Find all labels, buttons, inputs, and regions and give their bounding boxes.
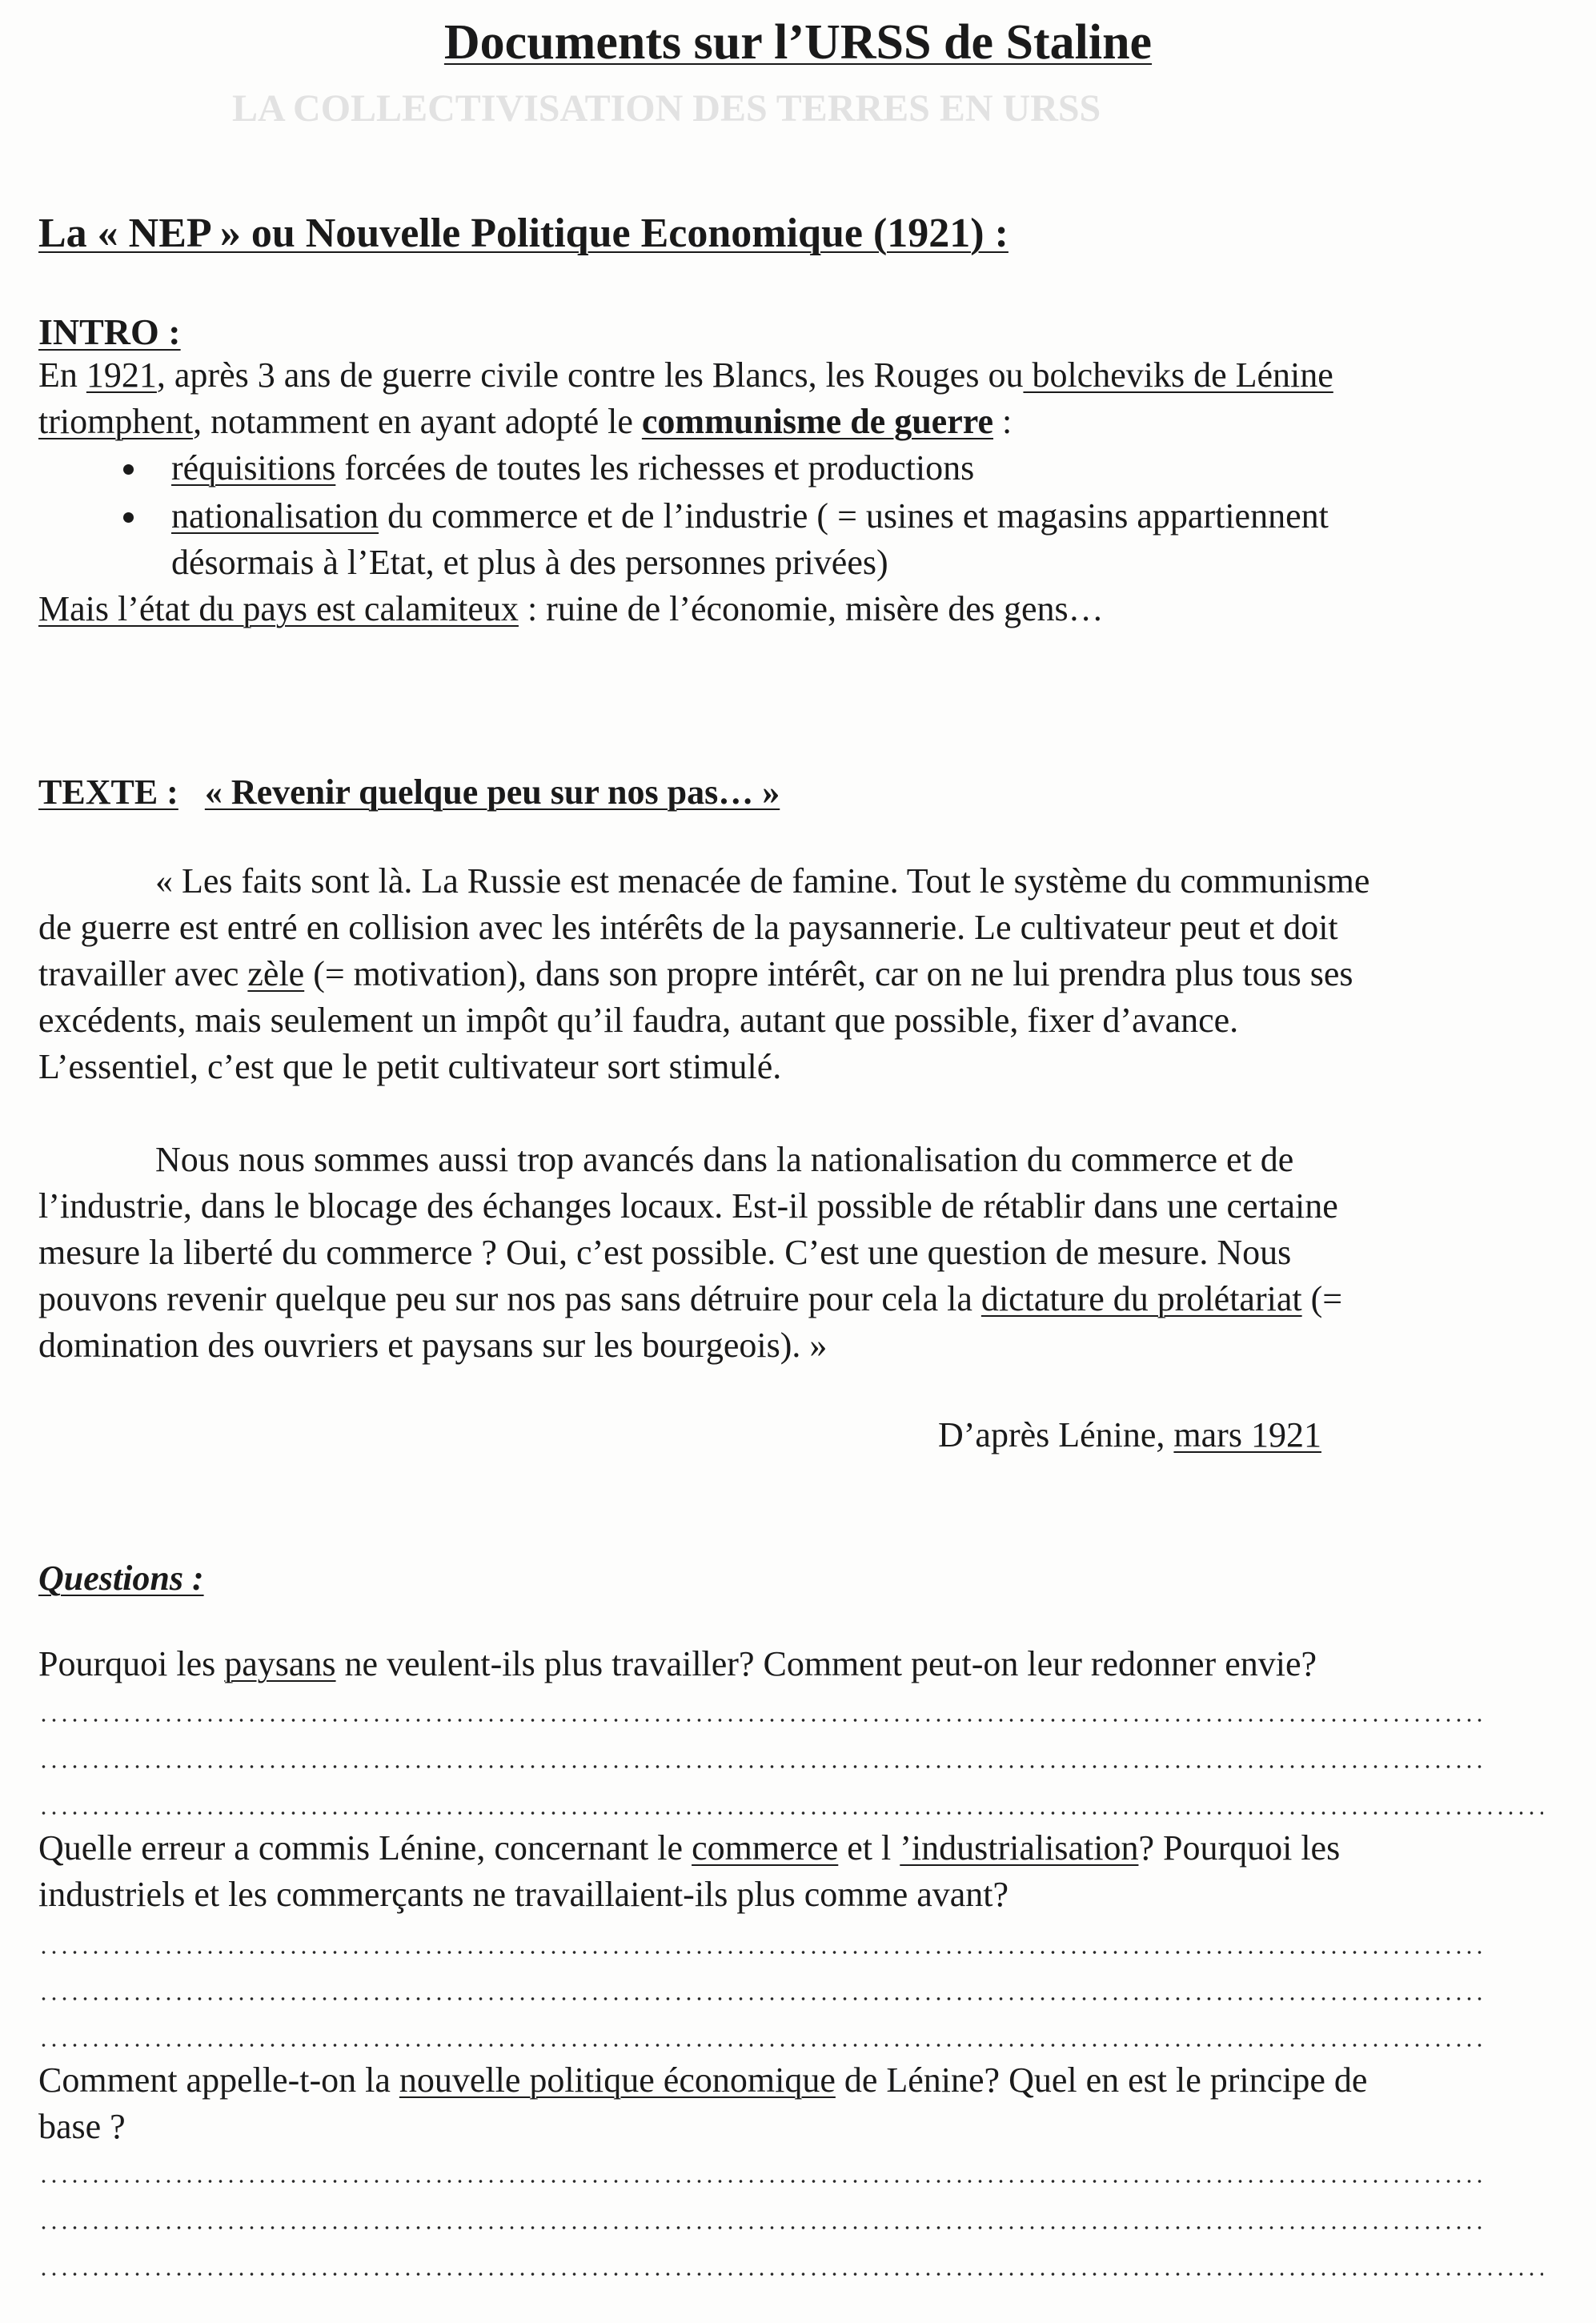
intro-line-2 [38,399,1012,445]
intro-communisme-de-guerre: communisme de guerre [641,402,994,441]
intro-triomphent: triomphent [38,402,194,441]
quote-source [938,1412,1321,1458]
intro-closing-line [38,586,1104,632]
question-text: Pourquoi les [38,1644,225,1683]
answer-line[interactable] [38,2225,1484,2230]
question-keyword: ’industrialisation [900,1828,1139,1868]
quote-text: (= motivation), dans son propre intérêt, car on ne lui prendra plus tous ses [304,954,1353,993]
source-text: D’après Lénine, [938,1415,1174,1454]
question-2-line-2: industriels et les commerçants ne travaillaient-ils plus comme avant? [38,1875,1009,1914]
answer-line[interactable] [38,2043,1484,2048]
question-keyword: nouvelle politique économique [399,2060,836,2100]
answer-line[interactable] [38,2179,1484,2184]
answer-line[interactable] [38,2272,1543,2277]
question-text: Quelle erreur a commis Lénine, concernant le [38,1828,692,1868]
bullet-dot [123,464,134,475]
texte-title: « Revenir quelque peu sur nos pas… » [204,772,780,812]
intro-text: En [38,355,86,395]
bullet-keyword: réquisitions [171,448,336,487]
intro-text: : ruine de l’économie, misère des gens… [518,589,1104,628]
intro-calamiteux: Mais l’état du pays est calamiteux [38,589,519,628]
quote-p2-line-1: Nous nous sommes aussi trop avancés dans la nationalisation du commerce et de [155,1140,1294,1179]
question-text: de Lénine? Quel en est le principe de [835,2060,1368,2100]
question-text: et l [838,1828,900,1868]
answer-line[interactable] [38,1950,1484,1955]
texte-heading [38,772,780,812]
quote-text: (= [1301,1279,1343,1318]
intro-text: , après 3 ans de guerre civile contre les Blancs, les Rouges ou [156,355,1024,395]
quote-p2-line-3: mesure la liberté du commerce ? Oui, c’est possible. C’est une question de mesure. Nous [38,1233,1292,1272]
bullet-text: du commerce et de l’industrie ( = usines et magasins appartiennent [379,496,1329,536]
answer-line[interactable] [38,1718,1484,1723]
quote-p1-line-5: L’essentiel, c’est que le petit cultivateur sort stimulé. [38,1047,782,1086]
bullet-keyword: nationalisation [171,496,379,536]
question-keyword: commerce [692,1828,839,1868]
quote-p2-line-4 [38,1276,1342,1322]
intro-bolcheviks: bolcheviks de Lénine [1023,355,1333,395]
answer-line[interactable] [38,1764,1484,1769]
quote-zele: zèle [247,954,305,993]
quote-p1-line-4: excédents, mais seulement un impôt qu’il faudra, autant que possible, fixer d’avance. [38,1001,1239,1040]
bullet-dot [123,512,134,523]
quote-text: travailler avec [38,954,248,993]
bullet-text: forcées de toutes les richesses et productions [335,448,975,487]
intro-label: INTRO : [38,311,181,352]
quote-p2-line-5: domination des ouvriers et paysans sur les bourgeois). » [38,1326,828,1365]
quote-p1-line-1: « Les faits sont là. La Russie est menacée de famine. Tout le système du communisme [155,861,1370,901]
question-text: ne veulent-ils plus travailler? Comment peut-on leur redonner envie? [335,1644,1317,1683]
intro-text: , notamment en ayant adopté le [193,402,642,441]
quote-p2-line-2: l’industrie, dans le blocage des échanges locaux. Est-il possible de rétablir dans une certaine [38,1186,1338,1226]
intro-line-1 [38,352,1333,399]
quote-p1-line-3 [38,951,1353,997]
question-1 [38,1641,1317,1687]
quote-text: pouvons revenir quelque peu sur nos pas sans détruire pour cela la [38,1279,981,1318]
question-3 [38,2057,1367,2104]
questions-label: Questions : [38,1559,204,1598]
question-text: ? Pourquoi les [1138,1828,1341,1868]
bleed-through-text: LA COLLECTIVISATION DES TERRES EN URSS [232,87,1101,130]
question-3-line-2: base ? [38,2107,126,2146]
intro-text: : [993,402,1013,441]
question-2 [38,1825,1340,1872]
answer-line[interactable] [38,1811,1543,1815]
quote-dictature: dictature du prolétariat [980,1279,1302,1318]
texte-label: TEXTE : [38,772,178,812]
bullet-item-continuation: désormais à l’Etat, et plus à des personnes privées) [171,543,888,582]
source-date: mars 1921 [1173,1415,1321,1454]
question-keyword: paysans [224,1644,336,1683]
quote-p1-line-2: de guerre est entré en collision avec les intérêts de la paysannerie. Le cultivateur peut et doit [38,908,1338,947]
page-title: Documents sur l’URSS de Staline [443,15,1153,70]
bullet-item-requisitions [171,445,974,491]
question-text: Comment appelle-t-on la [38,2060,399,2100]
section-heading: La « NEP » ou Nouvelle Politique Economique (1921) : [38,211,1009,256]
intro-year: 1921 [86,355,157,395]
answer-line[interactable] [38,1996,1484,2001]
bullet-item-nationalisation [171,493,1329,540]
